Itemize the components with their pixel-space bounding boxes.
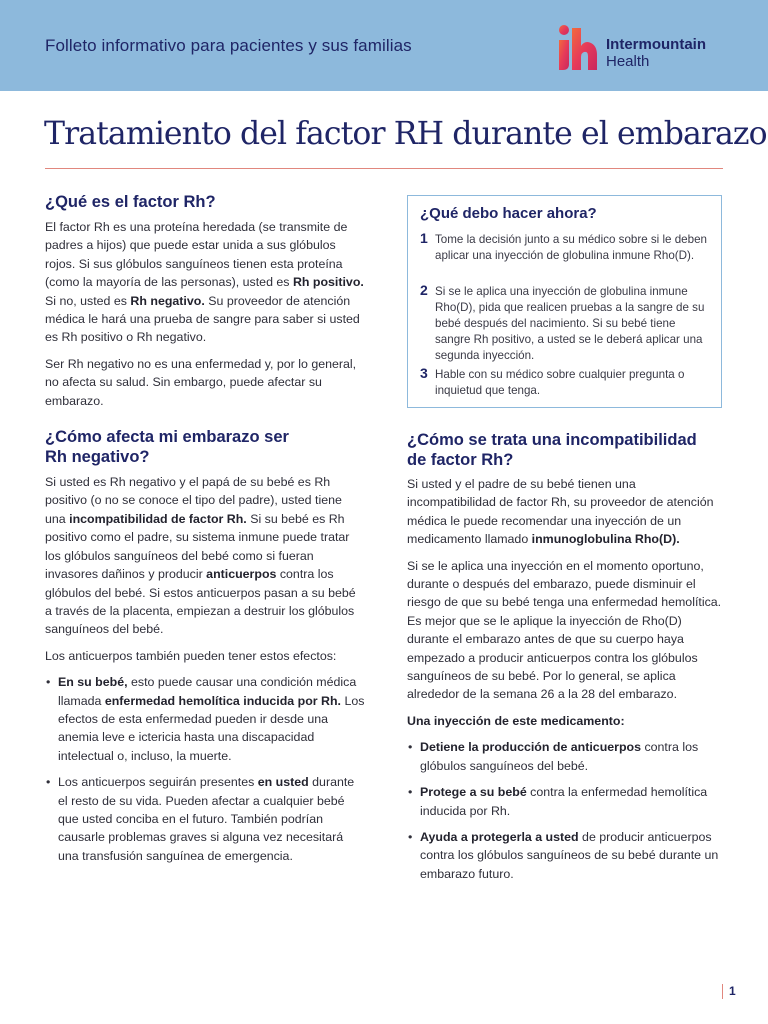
header-title: Folleto informativo para pacientes y sus familias [45,36,412,55]
list-item: • Los anticuerpos seguirán presentes en usted durante el resto de su vida. Pueden afectar a cualquier bebé que usted conciba en el futuro. También podrían causarle problemas graves si alguna vez necesitará una transfusión sanguínea de emergencia. [45,773,365,865]
left-column [45,192,365,865]
rh-factor-paragraph-2: Ser Rh negativo no es una enfermedad y, por lo general, no afecta su salud. Sin embargo, puede afectar su embarazo. [45,356,357,408]
injection-benefits-list [407,738,723,883]
step-number: 1 [420,230,428,246]
step-number: 3 [420,365,428,381]
treatment-paragraph-2: Si se le aplica una inyección en el momento oportuno, durante o después del embarazo, puede disminuir el riesgo de que su bebé tenga una enfermedad hemolítica. Es mejor que se le aplique la inyección de Rho(D) durante el embarazo antes de que su cuerpo haya empezado a producir anticuerpos contra los glóbulos sanguíneos de su bebé. Por lo general, se aplica alrededor de la semana 26 a la 28 del embarazo. [407,558,722,702]
antibody-effects-list [45,673,365,865]
logo-line-2: Health [606,53,650,70]
rh-factor-paragraph-1: El factor Rh es una proteína heredada (se transmite de padres a hijos) que puede estar unida a sus glóbulos rojos. Si sus glóbulos sanguíneos tienen esta proteína (como la mayoría de las personas), usted es Rh positivo. Si no, usted es Rh negativo. Su proveedor de atención médica le hará una prueba de sangre para saber si usted es Rh positivo o Rh negativo. [45,220,364,345]
pregnancy-effect-paragraph-1: Si usted es Rh negativo y el papá de su bebé es Rh positivo (o no se conoce el tipo del padre), usted tiene una incompatibilidad de factor Rh. Si su bebé es Rh positivo como el padre, su sistema inmune puede tratar los glóbulos sanguíneos del bebé como si fueran invasores dañinos y producir anticuerpos contra los glóbulos del bebé. Si estos anticuerpos pasan a su bebé a través de la placenta, empiezan a destruir los glóbulos sanguíneos del bebé. [45,475,356,637]
document-title: Tratamiento del factor RH durante el embarazo [44,116,767,152]
what-to-do-now-box [407,195,722,408]
section-heading-rh-factor: ¿Qué es el factor Rh? [45,193,216,211]
page-number: 1 [722,984,736,999]
step-number: 2 [420,282,428,298]
step-text: Si se le aplica una inyección de globulina inmune Rho(D), pida que realicen pruebas a la sangre de su bebé después del nacimiento. Si su bebé tiene sangre Rh positivo, a usted se le deberá aplicar una segunda inyección. [435,285,705,362]
list-item: • En su bebé, esto puede causar una condición médica llamada enfermedad hemolítica inducida por Rh. Los efectos de esta enfermedad pueden ir desde una anemia leve e ictericia hasta una discapacidad intelectual o, incluso, la muerte. [45,673,365,765]
title-divider [45,168,723,169]
list-item: • Ayuda a protegerla a usted de producir anticuerpos contra los glóbulos sanguíneos de su bebé durante un embarazo futuro. [407,828,723,883]
step-2 [420,284,712,364]
treatment-paragraph-1: Si usted y el padre de su bebé tienen una incompatibilidad de factor Rh, su proveedor de atención médica le puede recomendar una inyección de un medicamento llamado inmunoglobulina Rho(D). [407,477,714,547]
step-text: Tome la decisión junto a su médico sobre si le deben aplicar una inyección de globulina inmune Rho(D). [435,233,707,262]
intermountain-logo [556,22,736,74]
pregnancy-effect-paragraph-2: Los anticuerpos también pueden tener estos efectos: [45,648,337,663]
logo-wordmark [606,36,706,70]
box-heading: ¿Qué debo hacer ahora? [420,205,597,222]
list-item: • Protege a su bebé contra la enfermedad hemolítica inducida por Rh. [407,783,723,820]
intermountain-logo-icon [556,22,600,74]
section-heading-treatment: ¿Cómo se trata una incompatibilidad de factor Rh? [407,431,697,469]
step-text: Hable con su médico sobre cualquier pregunta o inquietud que tenga. [435,368,685,397]
right-column [407,430,723,883]
step-1 [420,232,712,264]
logo-line-1: Intermountain [606,36,706,53]
treatment-paragraph-3: Una inyección de este medicamento: [407,713,625,728]
list-item: • Detiene la producción de anticuerpos contra los glóbulos sanguíneos del bebé. [407,738,723,775]
section-heading-pregnancy-effect: ¿Cómo afecta mi embarazo ser Rh negativo? [45,428,289,467]
step-3 [420,367,712,399]
